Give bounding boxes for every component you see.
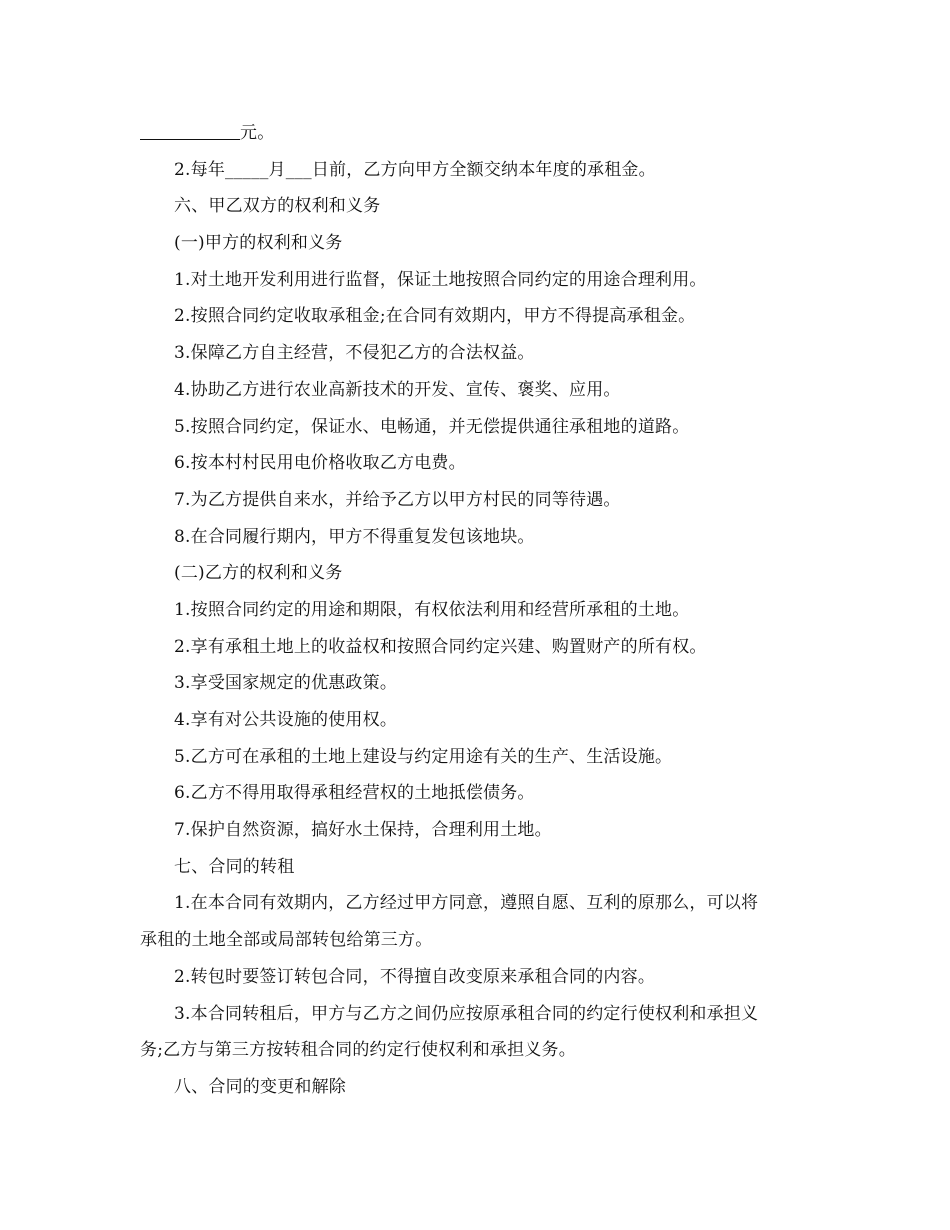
line-text: 1.在本合同有效期内，乙方经过甲方同意，遵照自愿、互利的原那么，可以将 [174,893,759,914]
subsection-heading [140,225,820,262]
section-heading [140,1069,820,1106]
fill-blank [140,123,240,140]
line-text: 八、合同的变更和解除 [174,1076,346,1097]
line-text: 元。 [240,123,275,143]
line-text: 5.乙方可在承租的土地上建设与约定用途有关的生产、生活设施。 [174,746,673,767]
text-line [140,152,820,189]
line-text: (二)乙方的权利和义务 [174,563,343,584]
text-line [140,775,820,812]
text-line [140,996,820,1033]
line-text: 2.按照合同约定收取承租金;在合同有效期内，甲方不得提高承租金。 [174,306,696,327]
line-text: 3.享受国家规定的优惠政策。 [174,673,398,694]
line-text: 2.每年_____月___日前，乙方向甲方全额交纳本年度的承租金。 [174,159,656,180]
text-line [140,1032,820,1069]
line-text: 七、合同的转租 [174,856,295,877]
line-text: 2.享有承租土地上的收益权和按照合同约定兴建、购置财产的所有权。 [174,636,707,657]
line-text: 6.乙方不得用取得承租经营权的土地抵偿债务。 [174,783,535,804]
line-text: 7.为乙方提供自来水，并给予乙方以甲方村民的同等待遇。 [174,489,621,510]
text-line [140,519,820,556]
text-line [140,372,820,409]
line-text: 2.转包时要签订转包合同，不得擅自改变原来承租合同的内容。 [174,966,656,987]
text-line [140,959,820,996]
text-line [140,812,820,849]
section-heading [140,849,820,886]
line-text: 4.协助乙方进行农业高新技术的开发、宣传、褒奖、应用。 [174,379,621,400]
line-text: 1.按照合同约定的用途和期限，有权依法利用和经营所承租的土地。 [174,599,690,620]
text-line [140,592,820,629]
line-text: 六、甲乙双方的权利和义务 [174,196,381,217]
text-line [140,665,820,702]
subsection-heading [140,555,820,592]
text-line [140,445,820,482]
line-text: 5.按照合同约定，保证水、电畅通，并无偿提供通往承租地的道路。 [174,416,690,437]
text-line [140,262,820,299]
document-body [140,115,820,1106]
text-line [140,409,820,446]
text-line [140,922,820,959]
text-line [140,335,820,372]
line-text: 8.在合同履行期内，甲方不得重复发包该地块。 [174,526,535,547]
text-line [140,482,820,519]
line-text: 3.本合同转租后，甲方与乙方之间仍应按原承租合同的约定行使权利和承担义 [174,1003,759,1024]
line-text: 3.保障乙方自主经营，不侵犯乙方的合法权益。 [174,343,535,364]
line-text: 4.享有对公共设施的使用权。 [174,710,398,730]
text-line [140,739,820,776]
text-line [140,702,820,739]
text-line [140,629,820,666]
line-text: 1.对土地开发利用进行监督，保证土地按照合同约定的用途合理利用。 [174,269,707,290]
line-text: (一)甲方的权利和义务 [174,233,343,254]
section-heading [140,188,820,225]
text-line [140,298,820,335]
text-line [140,115,820,152]
line-text: 6.按本村村民用电价格收取乙方电费。 [174,453,466,474]
line-text: 承租的土地全部或局部转包给第三方。 [140,930,433,951]
line-text: 7.保护自然资源，搞好水土保持，合理利用土地。 [174,820,552,841]
line-text: 务;乙方与第三方按转租合同的约定行使权利和承担义务。 [140,1040,576,1061]
text-line [140,885,820,922]
